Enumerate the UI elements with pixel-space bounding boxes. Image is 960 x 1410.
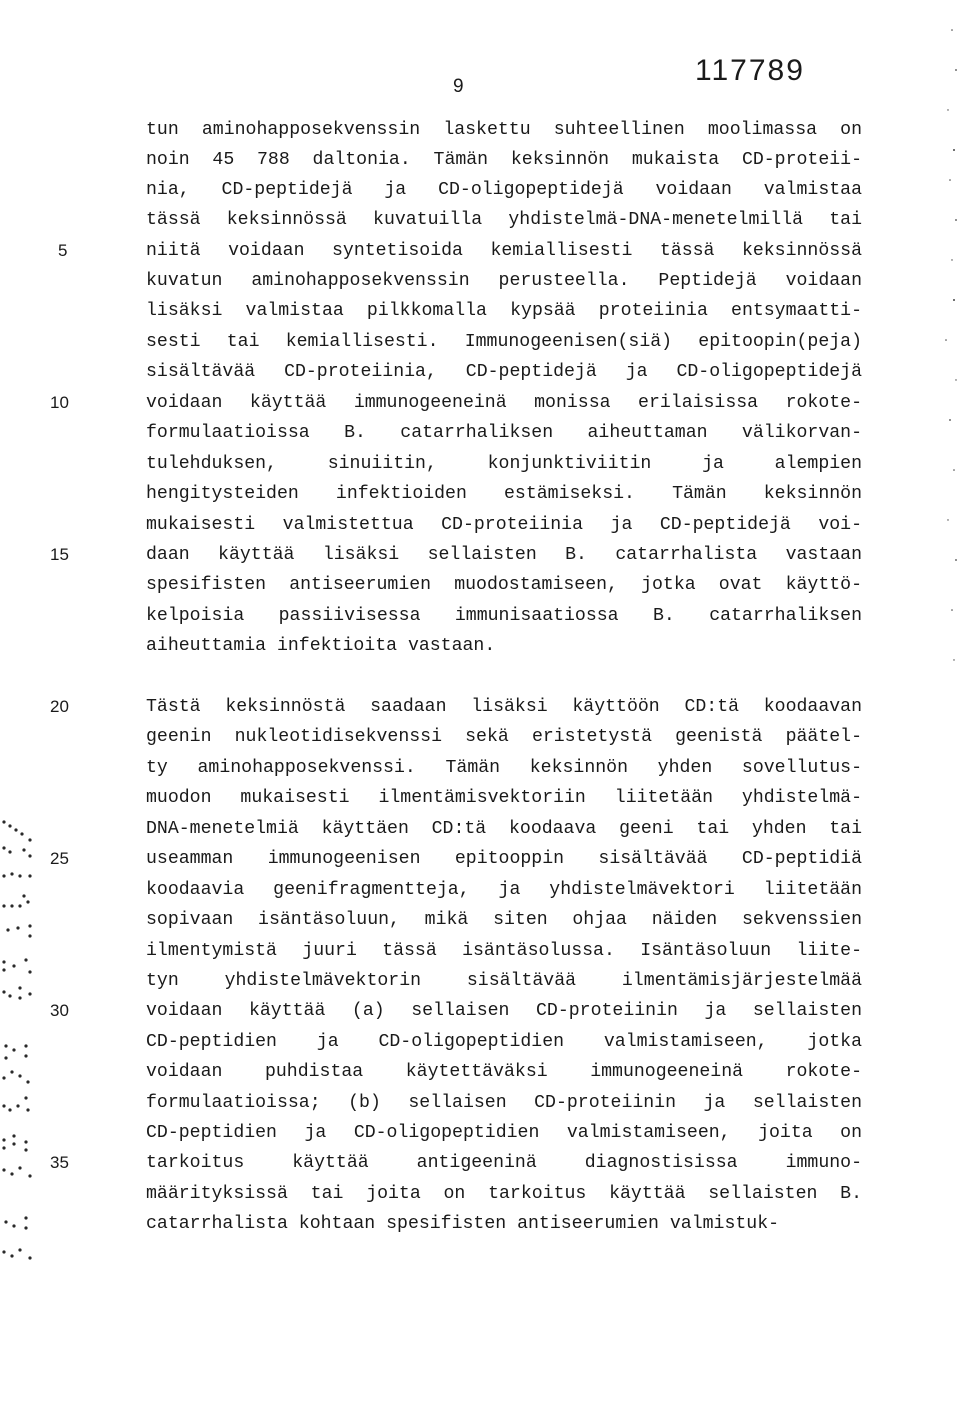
text-line: CD-peptidien ja CD-oligopeptidien valmistamiseen, joita on [146,1123,862,1143]
text-line: formulaatioissa; (b) sellaisen CD-proteiinin ja sellaisten [146,1093,862,1113]
text-line: useamman immunogeenisen epitooppin sisältävää CD-peptidiä [146,849,862,869]
text-line: määrityksissä tai joita on tarkoitus käyttää sellaisten B. [146,1184,862,1204]
text-line: nia, CD-peptidejä ja CD-oligopeptidejä voidaan valmistaa [146,180,862,200]
text-line: tyn yhdistelmävektorin sisältävää ilmentämisjärjestelmää [146,971,862,991]
text-line: Tästä keksinnöstä saadaan lisäksi käyttöön CD:tä koodaavan [146,697,862,717]
text-line: CD-peptidien ja CD-oligopeptidien valmistamiseen, jotka [146,1032,862,1052]
line-number: 30 [50,1001,69,1020]
text-line: formulaatioissa B. catarrhaliksen aiheuttaman välikorvan- [146,423,862,443]
text-line: aiheuttamia infektioita vastaan. [146,636,496,656]
page-number: 9 [453,76,464,97]
text-line: voidaan käyttää (a) sellaisen CD-proteiinin ja sellaisten [146,1001,862,1021]
line-number: 15 [50,545,69,564]
document-number: 117789 [695,54,805,87]
text-line: mukaisesti valmistettua CD-proteiinia ja CD-peptidejä voi- [146,515,862,535]
line-number: 5 [58,241,68,260]
text-line: hengitysteiden infektioiden estämiseksi. Tämän keksinnön [146,484,862,504]
text-line: noin 45 788 daltonia. Tämän keksinnön mukaista CD-proteii- [146,150,862,170]
text-line: kuvatun aminohapposekvenssin perusteella. Peptidejä voidaan [146,271,862,291]
text-line: niitä voidaan syntetisoida kemiallisesti tässä keksinnössä [146,241,862,261]
text-line: tulehduksen, sinuiitin, konjunktiviitin ja alempien [146,454,862,474]
text-line: sesti tai kemiallisesti. Immunogeenisen(siä) epitoopin(peja) [146,332,862,352]
line-number: 10 [50,393,69,412]
text-line: sisältävää CD-proteiinia, CD-peptidejä ja CD-oligopeptidejä [146,362,862,382]
text-line: sopivaan isäntäsoluun, mikä siten ohjaa näiden sekvenssien [146,910,862,930]
line-number: 25 [50,849,69,868]
scan-edge-noise-decoration [930,0,960,700]
text-line: lisäksi valmistaa pilkkomalla kypsää proteiinia entsymaatti- [146,301,862,321]
text-line: ilmentymistä juuri tässä isäntäsolussa. Isäntäsoluun liite- [146,941,862,961]
scan-speckle-decoration [0,810,40,1410]
text-line: voidaan käyttää immunogeeneinä monissa erilaisissa rokote- [146,393,862,413]
text-line: ty aminohapposekvenssi. Tämän keksinnön yhden sovellutus- [146,758,862,778]
text-line: tässä keksinnössä kuvatuilla yhdistelmä-DNA-menetelmillä tai [146,210,862,230]
text-line: daan käyttää lisäksi sellaisten B. catarrhalista vastaan [146,545,862,565]
text-line: DNA-menetelmiä käyttäen CD:tä koodaava geeni tai yhden tai [146,819,862,839]
text-line: kelpoisia passiivisessa immunisaatiossa B. catarrhaliksen [146,606,862,626]
line-number: 35 [50,1153,69,1172]
text-line: voidaan puhdistaa käytettäväksi immunogeeneinä rokote- [146,1062,862,1082]
text-line: muodon mukaisesti ilmentämisvektoriin liitetään yhdistelmä- [146,788,862,808]
text-line: catarrhalista kohtaan spesifisten antiseerumien valmistuk- [146,1214,780,1234]
text-line: tarkoitus käyttää antigeeninä diagnostisissa immuno- [146,1153,862,1173]
text-line: geenin nukleotidisekvenssi sekä eristetystä geenistä päätel- [146,727,862,747]
text-line: spesifisten antiseerumien muodostamiseen, jotka ovat käyttö- [146,575,862,595]
text-line: tun aminohapposekvenssin laskettu suhteellinen moolimassa on [146,120,862,140]
line-number: 20 [50,697,69,716]
text-line: koodaavia geenifragmentteja, ja yhdistelmävektori liitetään [146,880,862,900]
